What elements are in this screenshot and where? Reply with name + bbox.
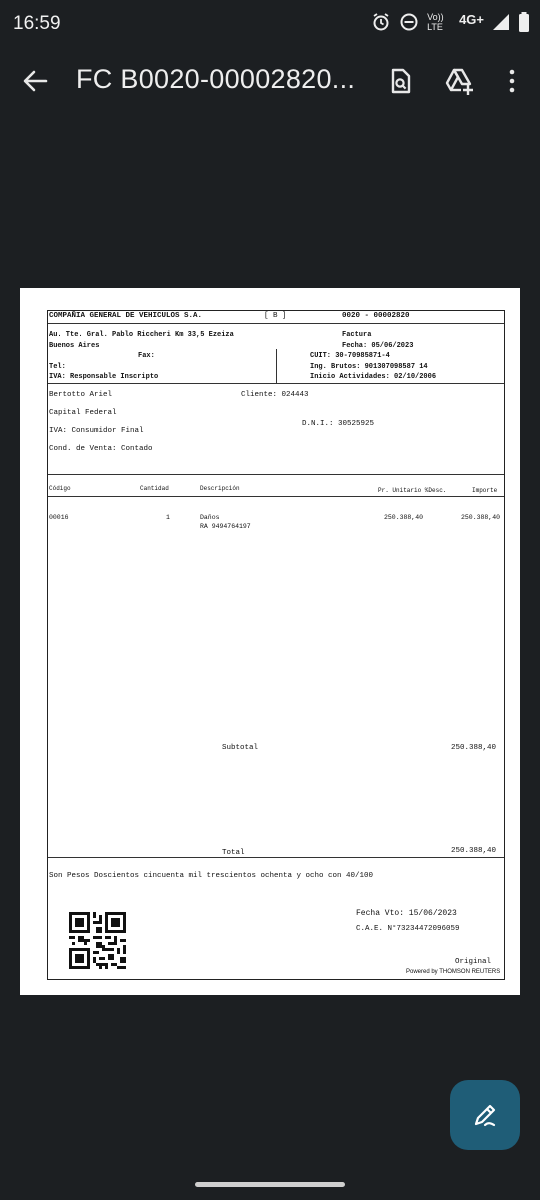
client-iva: IVA: Consumidor Final [49, 427, 144, 435]
invoice [47, 310, 505, 980]
total-value: 250.388,40 [451, 847, 497, 855]
due-date: Fecha Vto: 15/06/2023 [356, 909, 457, 918]
network-type: 4G+ [459, 11, 484, 27]
app-bar [0, 50, 540, 112]
signal-icon [492, 13, 510, 31]
client-name: Bertotto Ariel [49, 391, 113, 399]
document-type: Factura [342, 331, 372, 339]
divider [48, 496, 504, 497]
qr-code [69, 912, 126, 969]
status-bar [0, 0, 540, 50]
divider [48, 857, 504, 858]
divider [48, 383, 504, 384]
col-importe: Importe [472, 487, 498, 494]
total-label: Total [222, 849, 245, 857]
invoice-number: 0020 - 00002820 [342, 312, 410, 320]
alarm-icon [371, 12, 391, 32]
col-cantidad: Cantidad [140, 485, 169, 492]
company-fax: Fax: [138, 352, 155, 360]
divider [48, 323, 504, 324]
item-pr-unitario: 250.388,40 [384, 514, 424, 521]
company-province: Buenos Aires [49, 342, 100, 350]
edit-pen-icon [471, 1101, 499, 1129]
item-descripcion: Daños [200, 514, 220, 521]
sale-condition: Cond. de Venta: Contado [49, 445, 153, 453]
client-city: Capital Federal [49, 409, 117, 417]
col-pr-unitario: Pr. Unitario %Desc. [378, 487, 447, 494]
company-iva: IVA: Responsable Inscripto [49, 373, 159, 381]
drive-add-icon[interactable] [444, 66, 474, 96]
powered-by: Powered by THOMSON REUTERS [406, 969, 501, 975]
item-sub-descripcion: RA 9494764197 [200, 523, 251, 530]
company-tel: Tel: [49, 363, 66, 371]
status-icons [371, 12, 530, 32]
edit-fab-button[interactable] [450, 1080, 520, 1150]
status-time: 16:59 [13, 13, 61, 34]
back-arrow-icon[interactable] [20, 66, 50, 96]
subtotal-label: Subtotal [222, 744, 259, 752]
company-name: COMPAÑIA GENERAL DE VEHICULOS S.A. [49, 312, 203, 320]
company-ing-brutos: Ing. Brutos: 901307098587 14 [310, 363, 428, 371]
company-start-date: Inicio Actividades: 02/10/2006 [310, 373, 437, 381]
company-address: Au. Tte. Gral. Pablo Riccheri Km 33,5 Ezeiza [49, 331, 234, 339]
col-descripcion: Descripción [200, 485, 240, 492]
company-cuit: CUIT: 30-70985871-4 [310, 352, 390, 360]
document-page[interactable] [20, 288, 520, 995]
client-dni: D.N.I.: 30525925 [302, 420, 375, 428]
battery-icon [518, 12, 530, 32]
original-label: Original [455, 958, 492, 966]
gesture-navigation-bar[interactable] [195, 1182, 345, 1187]
divider [276, 349, 277, 383]
volte-icon: Vo)) LTE [427, 12, 444, 32]
item-importe: 250.388,40 [461, 514, 501, 521]
item-cantidad: 1 [166, 514, 170, 521]
col-codigo: Código [49, 485, 71, 492]
do-not-disturb-icon [399, 12, 419, 32]
invoice-date: Fecha: 05/06/2023 [342, 342, 414, 350]
invoice-letter: [ B ] [264, 312, 287, 320]
item-codigo: 00016 [49, 514, 69, 521]
divider [48, 474, 504, 475]
cae-number: C.A.E. N°73234472096059 [356, 925, 460, 933]
subtotal-value: 250.388,40 [451, 744, 497, 752]
search-document-icon[interactable] [385, 66, 415, 96]
amount-in-words: Son Pesos Doscientos cincuenta mil trescientos ochenta y ocho con 40/100 [49, 872, 374, 880]
document-title: FC B0020-00002820... [76, 64, 356, 94]
more-options-icon[interactable] [497, 66, 527, 96]
client-code: Cliente: 024443 [241, 391, 309, 399]
